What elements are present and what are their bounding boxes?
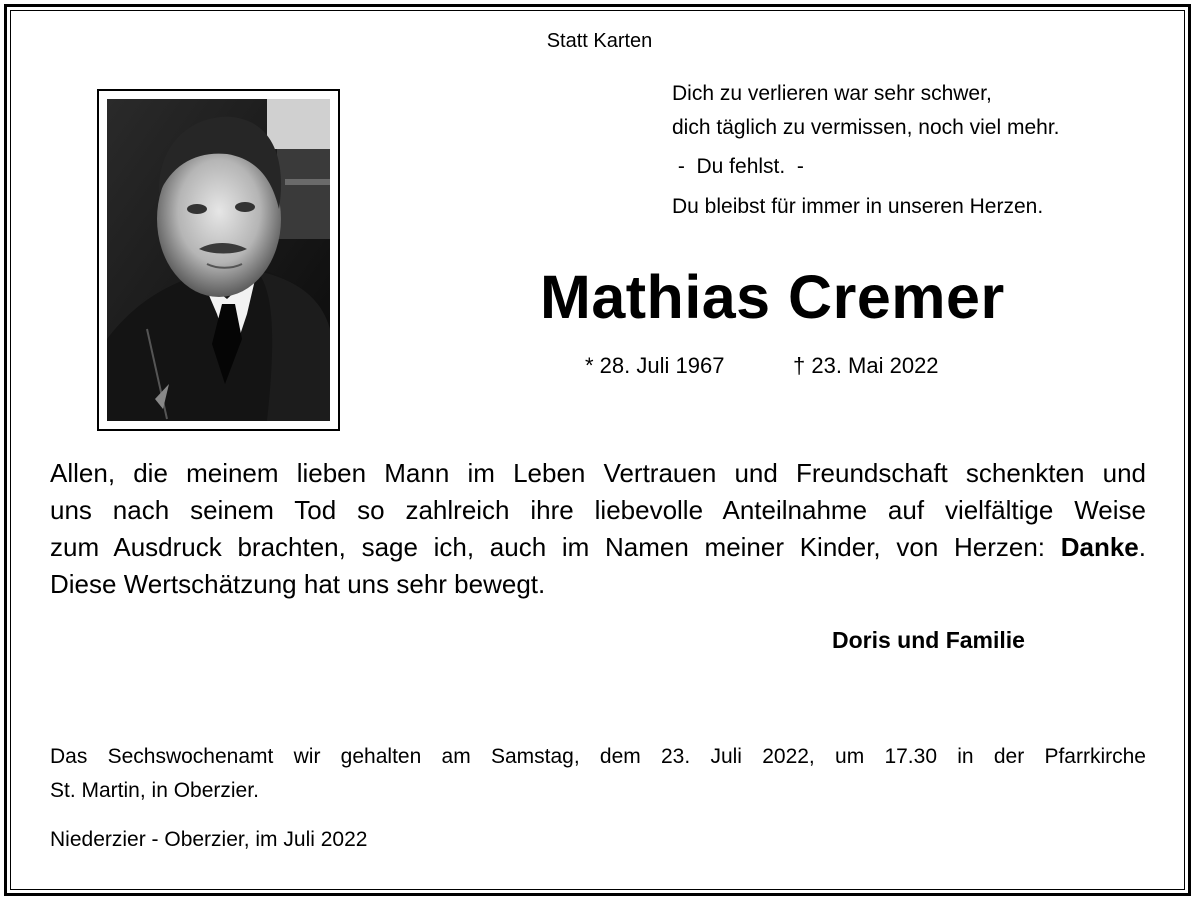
- header-text: Statt Karten: [546, 30, 653, 52]
- signature: Doris und Familie: [832, 627, 1025, 653]
- death-date: † 23. Mai 2022: [793, 353, 939, 378]
- poem-line-1: Dich zu verlieren war sehr schwer,: [672, 82, 992, 105]
- deceased-name: Mathias Cremer: [540, 263, 1005, 331]
- thanks-line-2: uns nach seinem Tod so zahlreich ihre liebevolle Anteilnahme auf vielfältige Weise: [50, 495, 1146, 525]
- portrait-image: [107, 99, 330, 421]
- poem-line-4: Du bleibst für immer in unseren Herzen.: [672, 195, 1044, 218]
- poem-line-2: dich täglich zu vermissen, noch viel mehr.: [672, 116, 1060, 139]
- thanks-line-3: [50, 529, 1146, 566]
- birth-date: * 28. Juli 1967: [585, 353, 725, 378]
- thanks-line-4: Diese Wertschätzung hat uns sehr bewegt.: [50, 569, 546, 599]
- thanks-line-3-text: zum Ausdruck brachten, sage ich, auch im Namen meiner Kinder, von Herzen:: [50, 532, 1061, 562]
- service-line-1: Das Sechswochenamt wir gehalten am Samstag, dem 23. Juli 2022, um 17.30 in der Pfarrkirche: [50, 745, 1146, 768]
- thank-you-text: [50, 455, 1146, 603]
- portrait-photo-frame: [97, 89, 340, 431]
- thanks-line-1: Allen, die meinem lieben Mann im Leben Vertrauen und Freundschaft schenkten und: [50, 458, 1146, 488]
- portrait-photo: [107, 99, 330, 421]
- poem-line-3: - Du fehlst. -: [672, 155, 804, 178]
- service-notice: [50, 740, 1146, 808]
- thanks-emphasis: Danke: [1060, 532, 1139, 562]
- thanks-line-3-end: .: [1138, 532, 1146, 562]
- place-and-date: Niederzier - Oberzier, im Juli 2022: [50, 828, 368, 851]
- service-line-2: St. Martin, in Oberzier.: [50, 779, 259, 802]
